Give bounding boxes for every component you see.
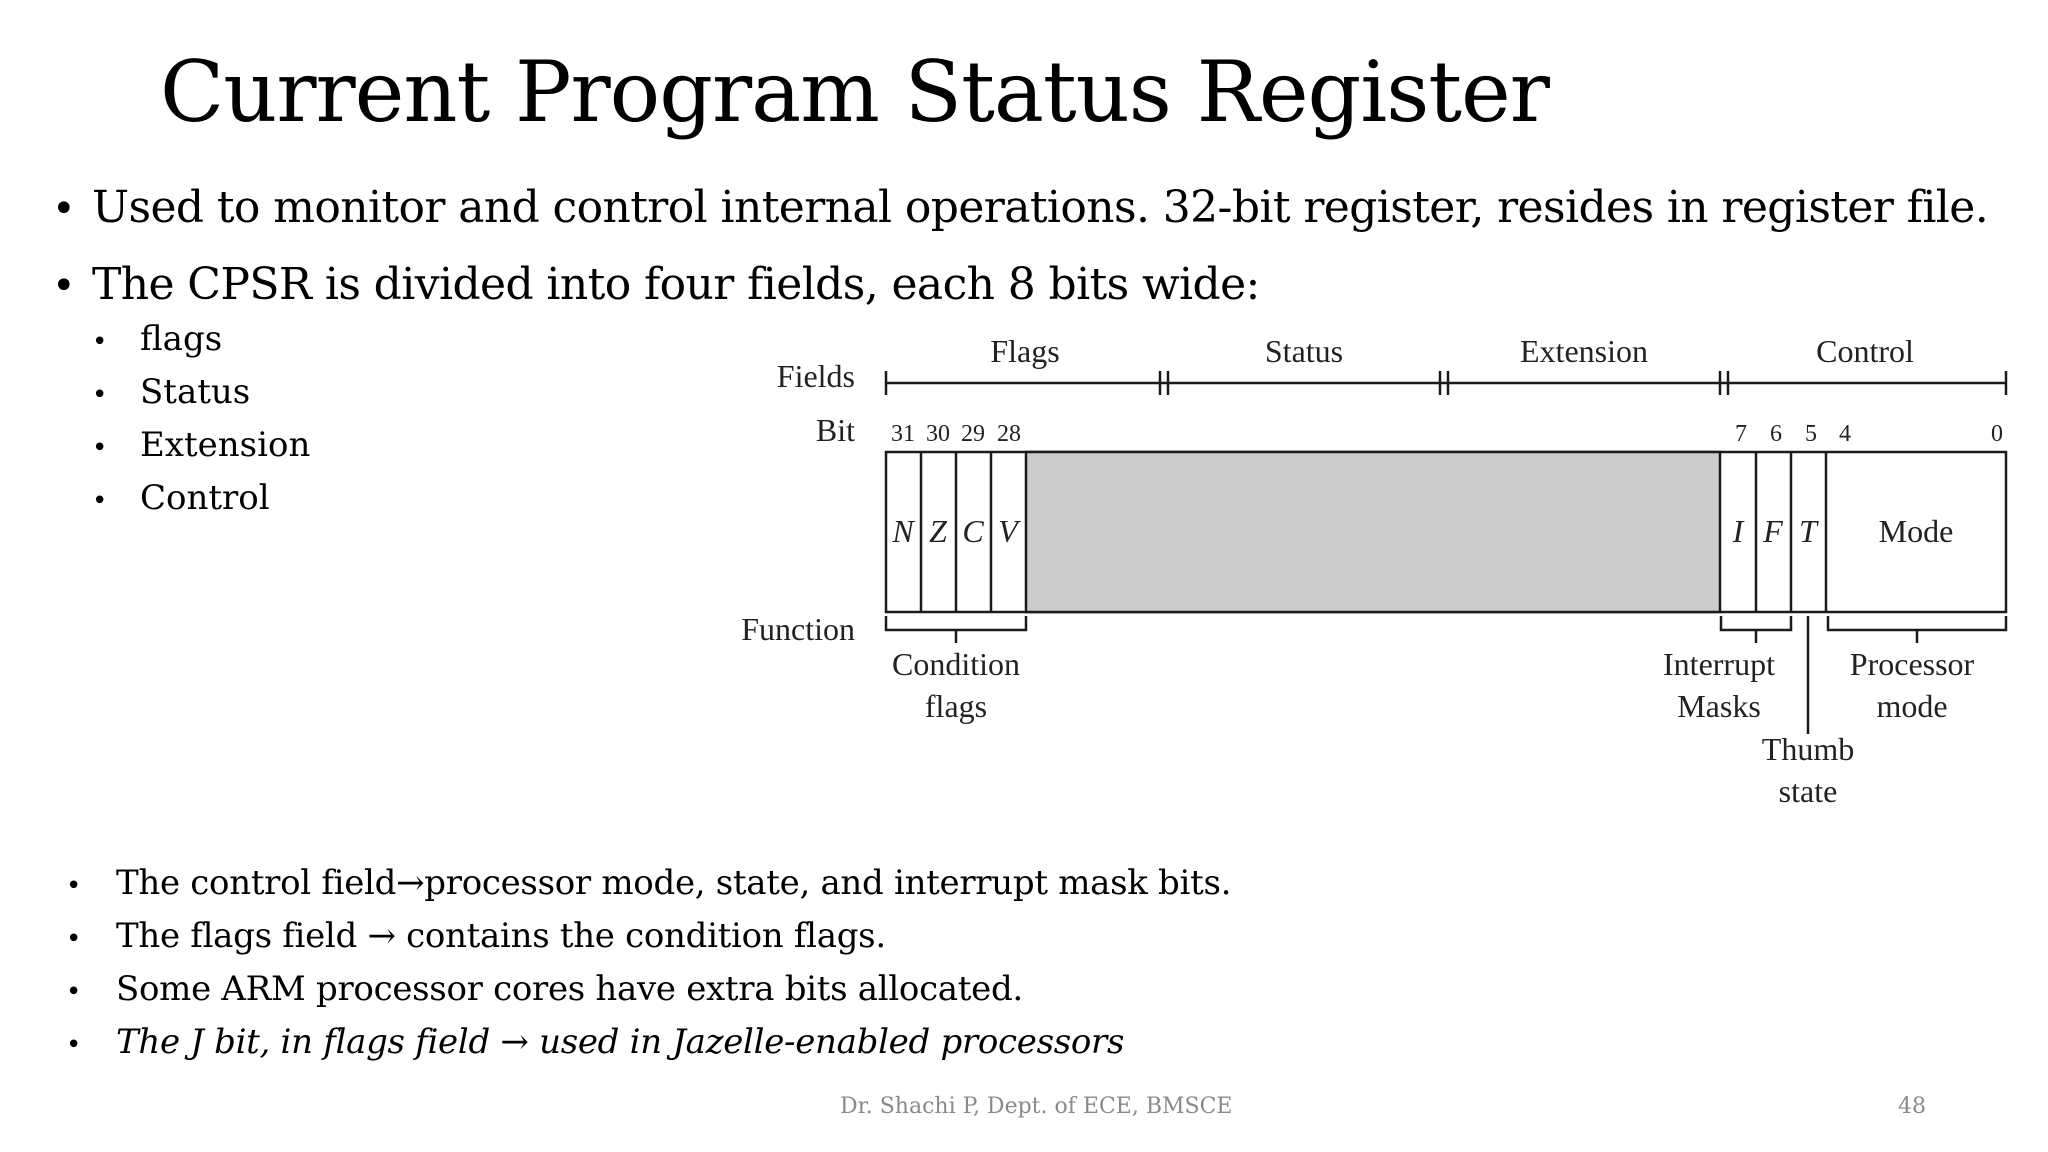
field-list-text: Control <box>140 478 270 518</box>
processor-mode-bracket <box>1828 616 2006 630</box>
notes-list <box>66 857 1231 1069</box>
bit-number: 28 <box>997 421 1021 447</box>
processor-mode-label: Processor <box>1849 646 1975 682</box>
note-item <box>66 910 1231 963</box>
field-labels <box>990 333 1914 369</box>
bit-number: 31 <box>891 421 915 447</box>
bit-cell-t: T <box>1799 513 1817 549</box>
reserved-region <box>1026 452 1720 612</box>
bit-number: 7 <box>1735 421 1747 447</box>
bullet-dot: • <box>66 1030 82 1060</box>
field-dimension-lines <box>886 371 2006 395</box>
bit-row-label: Bit <box>815 412 855 448</box>
bullet-dot: • <box>92 486 108 516</box>
bullet-text: The CPSR is divided into four fields, each 8 bits wide: <box>92 259 1260 310</box>
bit-cell-z: Z <box>929 513 947 549</box>
bit-cell-i: I <box>1732 513 1744 549</box>
bit-number: 29 <box>961 421 985 447</box>
note-item <box>66 857 1231 910</box>
field-label-status: Status <box>1264 333 1344 369</box>
footer-credit: Dr. Shachi P, Dept. of ECE, BMSCE <box>840 1094 1233 1119</box>
processor-mode-label: mode <box>1876 688 1948 724</box>
bit-number: 30 <box>926 421 950 447</box>
condition-flags-bracket <box>886 616 1026 630</box>
field-list-text: Extension <box>140 425 311 465</box>
note-text: The J bit, in flags field → used in Jazelle-enabled processors <box>116 1022 1125 1062</box>
bit-number: 5 <box>1805 421 1817 447</box>
note-item <box>66 963 1231 1016</box>
bullet-dot: • <box>66 924 82 954</box>
bit-cell-n: N <box>892 513 914 549</box>
slide-title: Current Program Status Register <box>160 43 1549 141</box>
bullet-text: Used to monitor and control internal operations. 32-bit register, resides in register file. <box>92 182 1989 233</box>
interrupt-masks-label: Interrupt <box>1663 646 1775 682</box>
note-text: The flags field → contains the condition flags. <box>116 916 886 956</box>
bullet-dot: • <box>92 380 108 410</box>
note-item <box>66 1016 1231 1069</box>
note-text: The control field→processor mode, state, and interrupt mask bits. <box>116 863 1232 903</box>
bullet-dot: • <box>52 186 76 232</box>
note-text: Some ARM processor cores have extra bits allocated. <box>116 969 1023 1009</box>
bit-cell-v: V <box>998 513 1018 549</box>
function-brackets <box>886 616 2006 734</box>
bit-number: 6 <box>1770 421 1782 447</box>
field-label-extension: Extension <box>1520 333 1648 369</box>
bit-cell-f: F <box>1763 513 1783 549</box>
bit-number: 0 <box>1991 421 2003 447</box>
field-list-text: Status <box>140 372 251 412</box>
thumb-state-label: Thumb <box>1761 731 1855 767</box>
cpsr-row-labels <box>741 358 855 647</box>
bullet-dot: • <box>92 433 108 463</box>
function-labels <box>892 646 1975 809</box>
bullet-dot: • <box>92 327 108 357</box>
interrupt-masks-bracket <box>1721 616 1791 630</box>
function-row-label: Function <box>741 611 855 647</box>
bullet-dot: • <box>66 977 82 1007</box>
bit-numbers <box>891 421 2003 447</box>
thumb-state-label: state <box>1778 773 1838 809</box>
bit-cell-c: C <box>962 513 984 549</box>
condition-flags-label: Condition <box>891 646 1021 682</box>
condition-flags-label: flags <box>924 688 988 724</box>
bullet-dot: • <box>66 871 82 901</box>
field-label-flags: Flags <box>990 333 1060 369</box>
bit-number: 4 <box>1839 421 1851 447</box>
bullet-dot: • <box>52 263 76 309</box>
slide-number: 48 <box>1898 1094 1926 1119</box>
interrupt-masks-label: Masks <box>1677 688 1761 724</box>
mode-cell-label: Mode <box>1878 513 1954 549</box>
field-label-control: Control <box>1816 333 1914 369</box>
field-list-text: flags <box>140 319 223 359</box>
fields-row-label: Fields <box>776 358 855 394</box>
register-cells <box>886 452 2006 612</box>
